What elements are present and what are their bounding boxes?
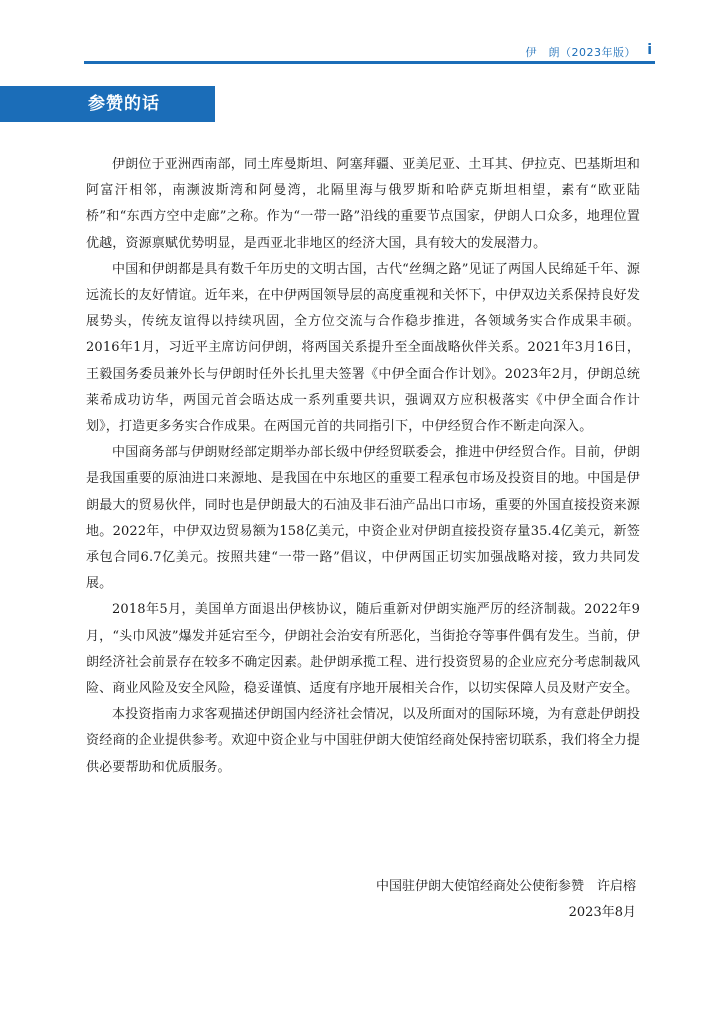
article-body bbox=[86, 152, 640, 781]
signature-organization: 中国驻伊朗大使馆经商处公使衔参赞 许启榕 bbox=[375, 879, 636, 894]
section-title: 参赞的话 bbox=[88, 94, 160, 114]
paragraph-5: 本投资指南力求客观描述伊朗国内经济社会情况，以及所面对的国际环境，为有意赴伊朗投资经商的企业提供参考。欢迎中资企业与中国驻伊朗大使馆经商处保持密切联系，我们将全力提供必要帮助和优质服务。 bbox=[86, 707, 640, 775]
running-header-title: 伊 朗（2023年版） bbox=[525, 46, 636, 59]
paragraph-2: 中国和伊朗都是具有数千年历史的文明古国，古代“丝绸之路”见证了两国人民绵延千年、源远流长的友好情谊。近年来，在中伊两国领导层的高度重视和关怀下，中伊双边关系保持良好发展势头，传统友谊得以持续巩固，全方位交流与合作稳步推进，各领域务实合作成果丰硕。2016年1月，习近平主席访问伊朗，将两国关系提升至全面战略伙伴关系。2021年3月16日，王毅国务委员兼外长与伊朗时任外长扎里夫签署《中伊全面合作计划》。2023年2月，伊朗总统莱希成功访华，两国元首会晤达成一系列重要共识，强调双方应积极落实《中伊全面合作计划》，打造更多务实合作成果。在两国元首的共同指引下，中伊经贸合作不断走向深入。 bbox=[86, 261, 640, 435]
paragraph-3: 中国商务部与伊朗财经部定期举办部长级中伊经贸联委会，推进中伊经贸合作。目前，伊朗是我国重要的原油进口来源地、是我国在中东地区的重要工程承包市场及投资目的地。中国是伊朗最大的贸易伙伴，同时也是伊朗最大的石油及非石油产品出口市场，重要的外国直接投资来源地。2022年，中伊双边贸易额为158亿美元，中资企业对伊朗直接投资存量35.4亿美元，新签承包合同6.7亿美元。按照共建“一带一路”倡议，中伊两国正切实加强战略对接，致力共同发展。 bbox=[86, 445, 640, 592]
section-title-banner bbox=[0, 86, 215, 122]
paragraph-1: 伊朗位于亚洲西南部，同土库曼斯坦、阿塞拜疆、亚美尼亚、土耳其、伊拉克、巴基斯坦和阿富汗相邻，南濒波斯湾和阿曼湾，北隔里海与俄罗斯和哈萨克斯坦相望，素有“欧亚陆桥”和“东西方空中走廊”之称。作为“一带一路”沿线的重要节点国家，伊朗人口众多，地理位置优越，资源禀赋优势明显，是西亚北非地区的经济大国，具有较大的发展潜力。 bbox=[86, 157, 640, 251]
header-divider bbox=[84, 61, 655, 64]
page-number: i bbox=[647, 42, 652, 58]
signature-date: 2023年8月 bbox=[568, 905, 636, 920]
paragraph-4: 2018年5月，美国单方面退出伊核协议，随后重新对伊朗实施严厉的经济制裁。2022年9月，“头巾风波”爆发并延宕至今，伊朗社会治安有所恶化，当街抢夺等事件偶有发生。当前，伊朗经济社会前景存在较多不确定因素。赴伊朗承揽工程、进行投资贸易的企业应充分考虑制裁风险、商业风险及安全风险，稳妥谨慎、适度有序地开展相关合作，以切实保障人员及财产安全。 bbox=[86, 602, 640, 697]
